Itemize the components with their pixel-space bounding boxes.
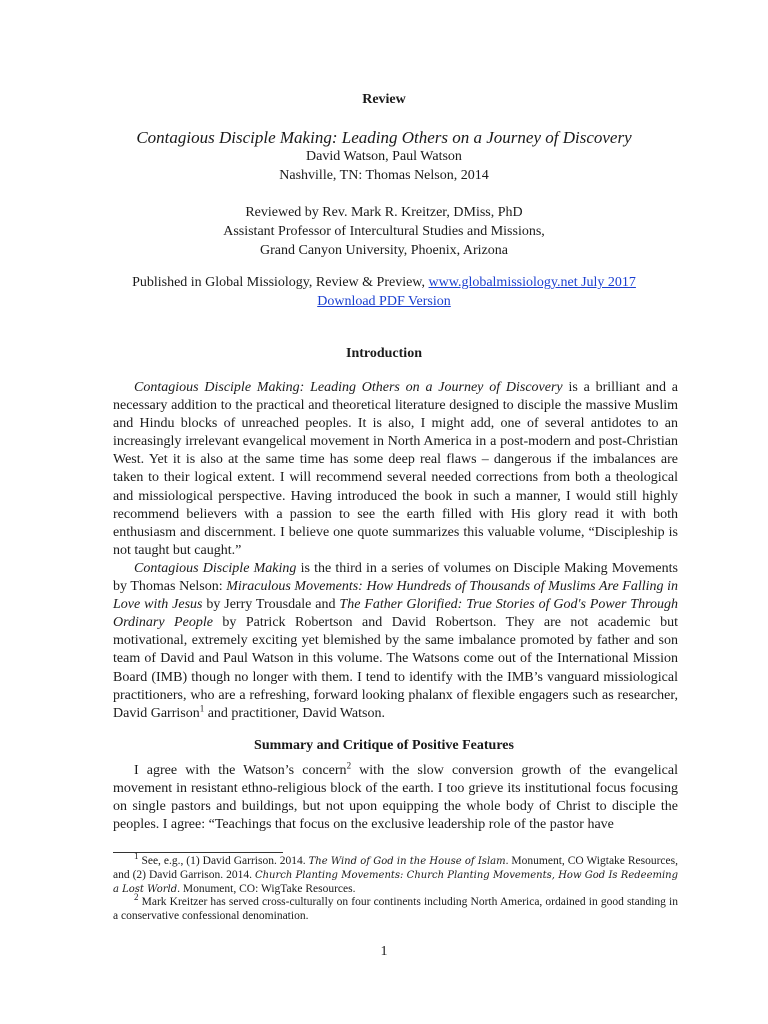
book-info: [0, 128, 768, 185]
download-pdf-link[interactable]: Download PDF Version: [317, 294, 451, 309]
book-publication: Nashville, TN: Thomas Nelson, 2014: [279, 168, 489, 183]
review-label: Review: [362, 92, 406, 107]
reviewer-name: Reviewed by Rev. Mark R. Kreitzer, DMiss, PhD: [245, 205, 523, 220]
page-number: 1: [380, 944, 388, 959]
footnote-1: $^1$ See, e.g., (1) David Garrison. 2014. The Wind of God in the House of Islam. Monument, CO Wigtake Resources, and (2) David Garrison. 2014. Church Planting Movements: Church Planting Movements, How God Is Redeeming a Lost World. Monument, CO: WigTake Resources.: [113, 851, 679, 895]
reviewer-position: Assistant Professor of Intercultural Studies and Missions,: [223, 224, 545, 239]
globalmissiology-link[interactable]: www.globalmissiology.net July 2017: [428, 275, 636, 290]
paragraph: Contagious Disciple Making is the third in a series of volumes on Disciple Making Movements by Thomas Nelson: Miraculous Movements: How Hundreds of Thousands of Muslims Are Falling in Love with Jesus by Jerry Trousdale and The Father Glorified: True Stories of God's Power Through Ordinary People by Patrick Robertson and David Robertson. They are not academic but motivational, extremely exciting yet blemished by the same imbalance promoted by father and son team of David and Paul Watson in this volume. The Watsons come out of the International Mission Board (IMB) though no longer with them. I tend to identify with the IMB’s vanguard missiological practitioners, who are a refreshing, forward looking phalanx of flexible engagers such as researcher, David Garrison$^1$ and practitioner, David Watson.: [113, 560, 679, 721]
book-authors: David Watson, Paul Watson: [306, 149, 462, 164]
footnotes: [113, 851, 679, 924]
footnote-2: $^2$ Mark Kreitzer has served cross-culturally on four continents including North America, ordained in good standing in a conservative confessional denomination.: [113, 892, 678, 923]
footnote-ref[interactable]: 2: [346, 760, 352, 771]
book-title-ref: Contagious Disciple Making: Leading Others on a Journey of Discovery: [134, 380, 563, 395]
introduction-body: [113, 379, 678, 723]
published-line: [0, 273, 768, 292]
reviewer-institution: Grand Canyon University, Phoenix, Arizona: [260, 243, 508, 258]
introduction-heading: Introduction: [346, 346, 422, 361]
summary-body: [113, 762, 678, 834]
summary-heading: Summary and Critique of Positive Features: [254, 738, 514, 753]
paragraph: I agree with the Watson’s concern$^2$ with the slow conversion growth of the evangelical movement in resistant ethno-religious block of the earth. I too grieve its institutional focus focusing on single pastors and buildings, but not upon equipping the whole body of Christ to disciple the peoples. I agree: “Teachings that focus on the exclusive leadership role of the pastor have: [113, 760, 678, 833]
book-title-ref: Miraculous Movements: How Hundreds of Thousands of Muslims Are Falling in Love with Jesus: [113, 579, 679, 613]
book-title: Contagious Disciple Making: Leading Others on a Journey of Discovery: [136, 128, 632, 147]
footnote-ref[interactable]: 1: [199, 703, 205, 714]
reviewer-info: [0, 203, 768, 260]
paragraph: Contagious Disciple Making: Leading Others on a Journey of Discovery is a brilliant and a necessary addition to the practical and theoretical literature designed to disciple the massive Muslim and Hindu blocks of unreached peoples. It is also, I might add, one of several antidotes to an increasingly irrelevant evangelical movement in North America in a post-modern and post-Christian West. Yet it is also at the same time has some deep real flaws – dangerous if the imbalances are taken to their logical extent. I will recommend several needed corrections from both a theological and missiological perspective. Having introduced the book in such a manner, I would still highly recommend believers with a passion to see the earth filled with His glory read it with both enthusiasm and discernment. I believe one quote summarizes this valuable volume, “Discipleship is not taught but caught.”: [113, 380, 678, 558]
book-title-ref: Contagious Disciple Making: [134, 560, 297, 576]
publication-info: [0, 273, 768, 311]
book-title-ref: The Father Glorified: True Stories of God's Power Through Ordinary People: [113, 597, 679, 631]
published-prefix: Published in Global Missiology, Review & Preview,: [132, 275, 426, 290]
